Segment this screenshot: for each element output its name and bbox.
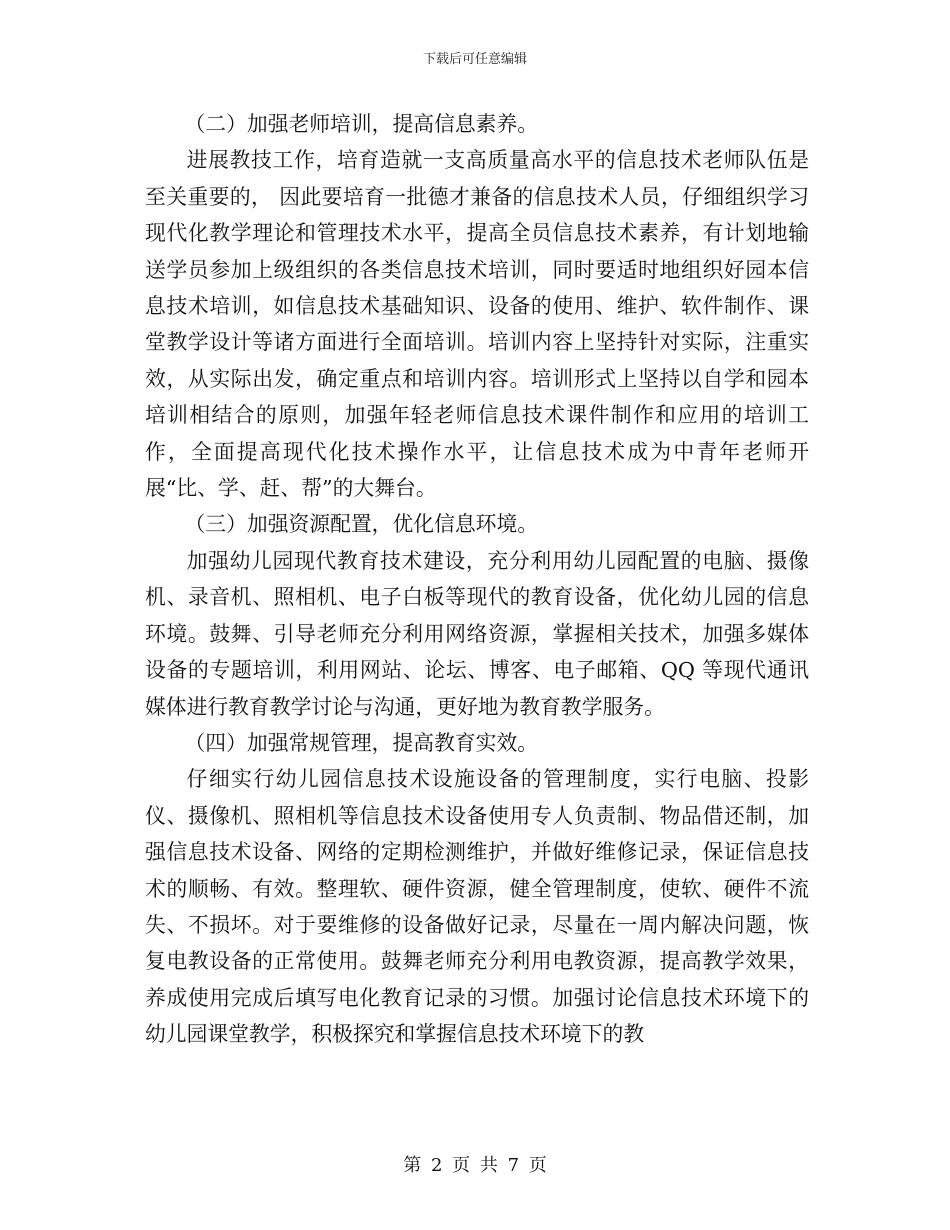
paragraph-routine-management: 仔细实行幼儿园信息技术设施设备的管理制度，实行电脑、投影仪、摄像机、照相机等信息技术设备使用专人负责制、物品借还制，加强信息技术设备、网络的定期检测维护，并做好维修记录，保证信息技术的顺畅、有效。整理软、硬件资源，健全管理制度，使软、硬件不流失、不损坏。对于要维修的设备做好记录，尽量在一周内解决问题，恢复电教设备的正常使用。鼓舞老师充分利用电教资源，提高教学效果，养成使用完成后填写电化教育记录的习惯。加强讨论信息技术环境下的幼儿园课堂教学，积极探究和掌握信息技术环境下的教 bbox=[145, 767, 809, 1047]
section-heading-3: （三）加强资源配置，优化信息环境。 bbox=[184, 512, 539, 537]
document-body bbox=[145, 106, 809, 1053]
section-heading-4: （四）加强常规管理，提高教育实效。 bbox=[184, 730, 539, 755]
paragraph-resource-allocation: 加强幼儿园现代教育技术建设，充分利用幼儿园配置的电脑、摄像机、录音机、照相机、电子白板等现代的教育设备，优化幼儿园的信息环境。鼓舞、引导老师充分利用网络资源，掌握相关技术，加强多媒体设备的专题培训，利用网站、论坛、博客、电子邮箱、QQ 等现代通讯媒体进行教育教学讨论与沟通，更好地为教育教学服务。 bbox=[145, 548, 809, 719]
paragraph-teacher-training: 进展教技工作，培育造就一支高质量高水平的信息技术老师队伍是至关重要的， 因此要培育一批德才兼备的信息技术人员，仔细组织学习现代化教学理论和管理技术水平，提高全员信息技术素养，有计划地输送学员参加上级组织的各类信息技术培训，同时要适时地组织好园本信息技术培训，如信息技术基础知识、设备的使用、维护、软件制作、课堂教学设计等诸方面进行全面培训。培训内容上坚持针对实际，注重实效，从实际出发，确定重点和培训内容。培训形式上坚持以自学和园本培训相结合的原则，加强年轻老师信息技术课件制作和应用的培训工作，全面提高现代化技术操作水平，让信息技术成为中青年老师开展“比、学、赶、帮”的大舞台。 bbox=[145, 148, 809, 501]
page-number-footer: 第 2 页 共 7 页 bbox=[403, 1155, 547, 1176]
section-heading-2: （二）加强老师培训，提高信息素养。 bbox=[184, 112, 539, 136]
page-header: 下载后可任意编辑 bbox=[422, 52, 527, 67]
